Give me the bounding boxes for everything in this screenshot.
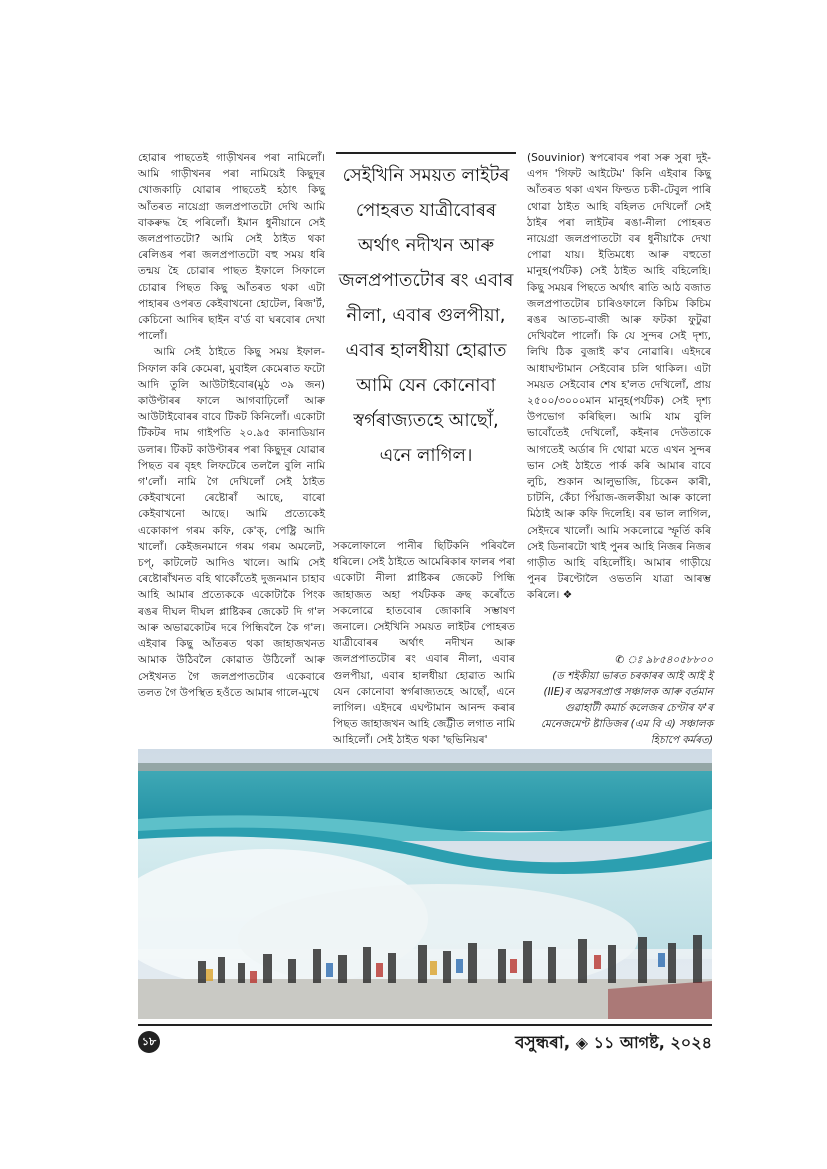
magazine-name: বসুন্ধৰা,	[515, 1033, 571, 1053]
niagara-falls-image	[138, 749, 712, 1019]
paragraph: আমি সেই ঠাইতে কিছু সময় ইফাল-সিফাল কৰি কেমেৰা, মুবাইল কেমেৰাত ফটো আদি তুলি আউটাইবোৰ(মুঠ ৩৯ জন) কাউণ্টাৰৰ ফালে আগবাঢ়িলোঁ আৰু আউটাইবোৰৰ বাবে টিকট কিনিলোঁ। একোটা টিকটৰ দাম গাইপতি ২০.৯৫ কানাডিয়ান ডলাৰ। টিকট কাউণ্টাৰৰ পৰা কিছুদূৰ যোৱাৰ পিছত বৰ বৃহৎ লিফটেৰে তললৈ বুলি নামি গ'লোঁ। নামি গৈ দেখিলোঁ সেই ঠাইত কেইবাখনো ৰেষ্টোৰাঁ আছে, বাৰো কেইবাখনো আছে। আমি প্ৰত্যেকেই একোকাপ গৰম কফি, কে'ক্, পেষ্ট্ৰি আদি খালোঁ। কেইজনমানে গৰম গৰম অমলেট, চপ্, কাটলেট আদিও খালে। আমি সেই ৰেষ্টোৰাঁখনত বহি থাকোঁতেই দুজনমান চাহাব আহি আমাৰ প্ৰত্যেককে একোটাকৈ পিংক ৰঙৰ দীঘল দীঘল প্লাষ্টিকৰ জেকেট দি গ'ল আৰু অভাৱকোটৰ দৰে পিন্ধিবলৈ কৈ গ'ল। এইবাৰ কিছু আঁতৰত থকা জাহাজখনত আমাক উঠিবলৈ কোৱাত উঠিলোঁ আৰু সেইখনত গৈ জলপ্ৰপাতটোৰ একেবাৰে তলত গৈ উপস্থিত হওঁতে আমাৰ গালে-মুখে	[138, 346, 325, 699]
article-column-right	[527, 150, 711, 604]
footer-rule	[138, 1024, 712, 1026]
paragraph: (Souvinior) স্বপৰোবৰ পৰা সৰু সুৰা দুই-এপদ 'গিফট আইটেম' কিনি এইবাৰ কিছু আঁতৰত থকা এখন ফিল্ডত চকী-টেবুল পাৰি থোৱা ঠাইত আহি বহিলত দেখিলোঁ সেই ঠাইৰ পৰা লাইটৰ ৰঙা-নীলা পোহৰত নায়েগ্ৰা জলপ্ৰপাতটো বৰ ধুনীয়াকৈ দেখা পোৱা যায়। ইতিমধ্যে আৰু বহুতো মানুহ(পৰ্যটক) সেই ঠাইত আহি বহিলেহি। কিছু সময়ৰ পিছতে অৰ্থাৎ ৰাতি আঠ বজাত জলপ্ৰপাতটোৰ চাৰিওফালে কিচিম কিচিম ৰঙৰ আতচ-বাজী আৰু ফটকা ফুটুৱা দেখিবলৈ পালোঁ। কি যে সুন্দৰ সেই দৃশ্য, লিখি ঠিক বুজাই ক'ব নোৱাৰি। এইদৰে আধাঘণ্টামান সেইবোৰ চলি থাকিল। এটা সময়ত সেইবোৰ শেষ হ'লত দেখিলোঁ, প্ৰায় ২৫০০/৩০০০মান মানুহ(পৰ্যটক) সেই দৃশ্য উপভোগ কৰিছিল। আমি যাম বুলি ভাবোঁতেই দেখিলোঁ, কইনাৰ দেউতাকে আগতেই অৰ্ডাৰ দি থোৱা মতে এখন সুন্দৰ ভান সেই ঠাইতে পাৰ্ক কৰি আমাৰ বাবে লুচি, শুকান আলুভাজি, চিকেন কাৰী, চাটনি, কেঁচা পিঁয়াজ-জলকীয়া আৰু কালো মিঠাই আৰু কফি দিলেহি। বৰ ভাল লাগিল, সেইদৰে খালোঁ। আমি সকলোৱে স্ফূৰ্তি কৰি সেই ডিনাৰটো খাই পুনৰ আহি নিজৰ নিজৰ গাড়ীত আহি বহিলোঁহি। আমাৰ গাড়ীয়ে পুনৰ টৰণ্টোলৈ ওভতনি যাত্ৰা আৰম্ভ কৰিলে। ❖	[527, 152, 711, 602]
author-bio: (ড শইকীয়া ভাৰত চৰকাৰৰ আই আই ই (IIE)ৰ অৱসৰপ্ৰাপ্ত সঞ্চালক আৰু বৰ্তমান গুৱাহাটী কমাৰ্চ কলেজৰ চেণ্টাৰ ফ'ৰ মেনেজমেণ্ট ষ্টাডিজৰ (এম বি এ) সঞ্চালক হিচাপে কৰ্মৰত)	[540, 670, 713, 746]
niagara-falls-photo	[138, 749, 712, 1019]
author-note	[527, 652, 713, 748]
pull-quote: সেইখিনি সময়ত লাইটৰ পোহৰত যাত্ৰীবোৰৰ অৰ্থাৎ নদীখন আৰু জলপ্ৰপাতটোৰ ৰং এবাৰ নীলা, এবাৰ গুলপীয়া, এবাৰ হালধীয়া হোৱাত আমি যেন কোনোবা স্বৰ্গৰাজ্যতহে আছোঁ, এনে লাগিল।	[336, 152, 516, 473]
article-column-middle	[333, 538, 515, 749]
article-column-left	[138, 150, 325, 701]
issue-date: ◈ ১১ আগষ্ট, ২০২৪	[575, 1033, 712, 1052]
paragraph: হোৱাৰ পাছতেই গাড়ীখনৰ পৰা নামিলোঁ। আমি গাড়ীখনৰ পৰা নামিয়েই কিছুদূৰ খোজকাঢ়ি যোৱাৰ পাছতেই হঠাৎ কিছু আঁতৰত নায়েগ্ৰা জলপ্ৰপাতটো দেখি আমি বাকৰুদ্ধ হৈ পৰিলোঁ। ইমান ধুনীয়ানে সেই জলপ্ৰপাতটো? আমি সেই ঠাইত থকা ৰেলিঙৰ পৰা জলপ্ৰপাতটো বহু সময় ধৰি তন্ময় হৈ চোৱাৰ পাছত ইফালে সিফালে চোৱাৰ পিছত কিছু আঁতৰত থকা এটা পাহাৰৰ ওপৰত কেইবাখনো হোটেল, ৰিজ'ৰ্ট, কেচিনো আদিৰ ছাইন ব'ৰ্ড বা ঘৰবোৰ দেখা পালোঁ।	[138, 152, 325, 343]
page-number: ১৮	[138, 1031, 160, 1053]
paragraph: সকলোফালে পানীৰ ছিটিকনি পৰিবলৈ ধৰিলে। সেই ঠাইতে আমেৰিকাৰ ফালৰ পৰা একোটা নীলা প্লাষ্টিকৰ জেকেট পিন্ধি জাহাজত অহা পৰ্যটকক ক্ৰছ কৰোঁতে সকলোৱে হাতবোৰ জোকাৰি সম্ভাষণ জনালে। সেইখিনি সময়ত লাইটৰ পোহৰত যাত্ৰীবোৰৰ অৰ্থাৎ নদীখন আৰু জলপ্ৰপাতটোৰ ৰং এবাৰ নীলা, এবাৰ গুলপীয়া, এবাৰ হালধীয়া হোৱাত আমি যেন কোনোবা স্বৰ্গৰাজ্যতহে আছোঁ, এনে লাগিল। এইদৰে এঘণ্টামান আনন্দ কৰাৰ পিছত জাহাজখন আহি জেট্টীত লগাত নামি আহিলোঁ। সেই ঠাইত থকা 'ছভিনিয়ৰ'	[333, 540, 515, 747]
phone-number: ✆ ঃ ৯৮৫৪০৫৮৮০০	[615, 654, 713, 666]
footer-masthead	[515, 1030, 712, 1058]
